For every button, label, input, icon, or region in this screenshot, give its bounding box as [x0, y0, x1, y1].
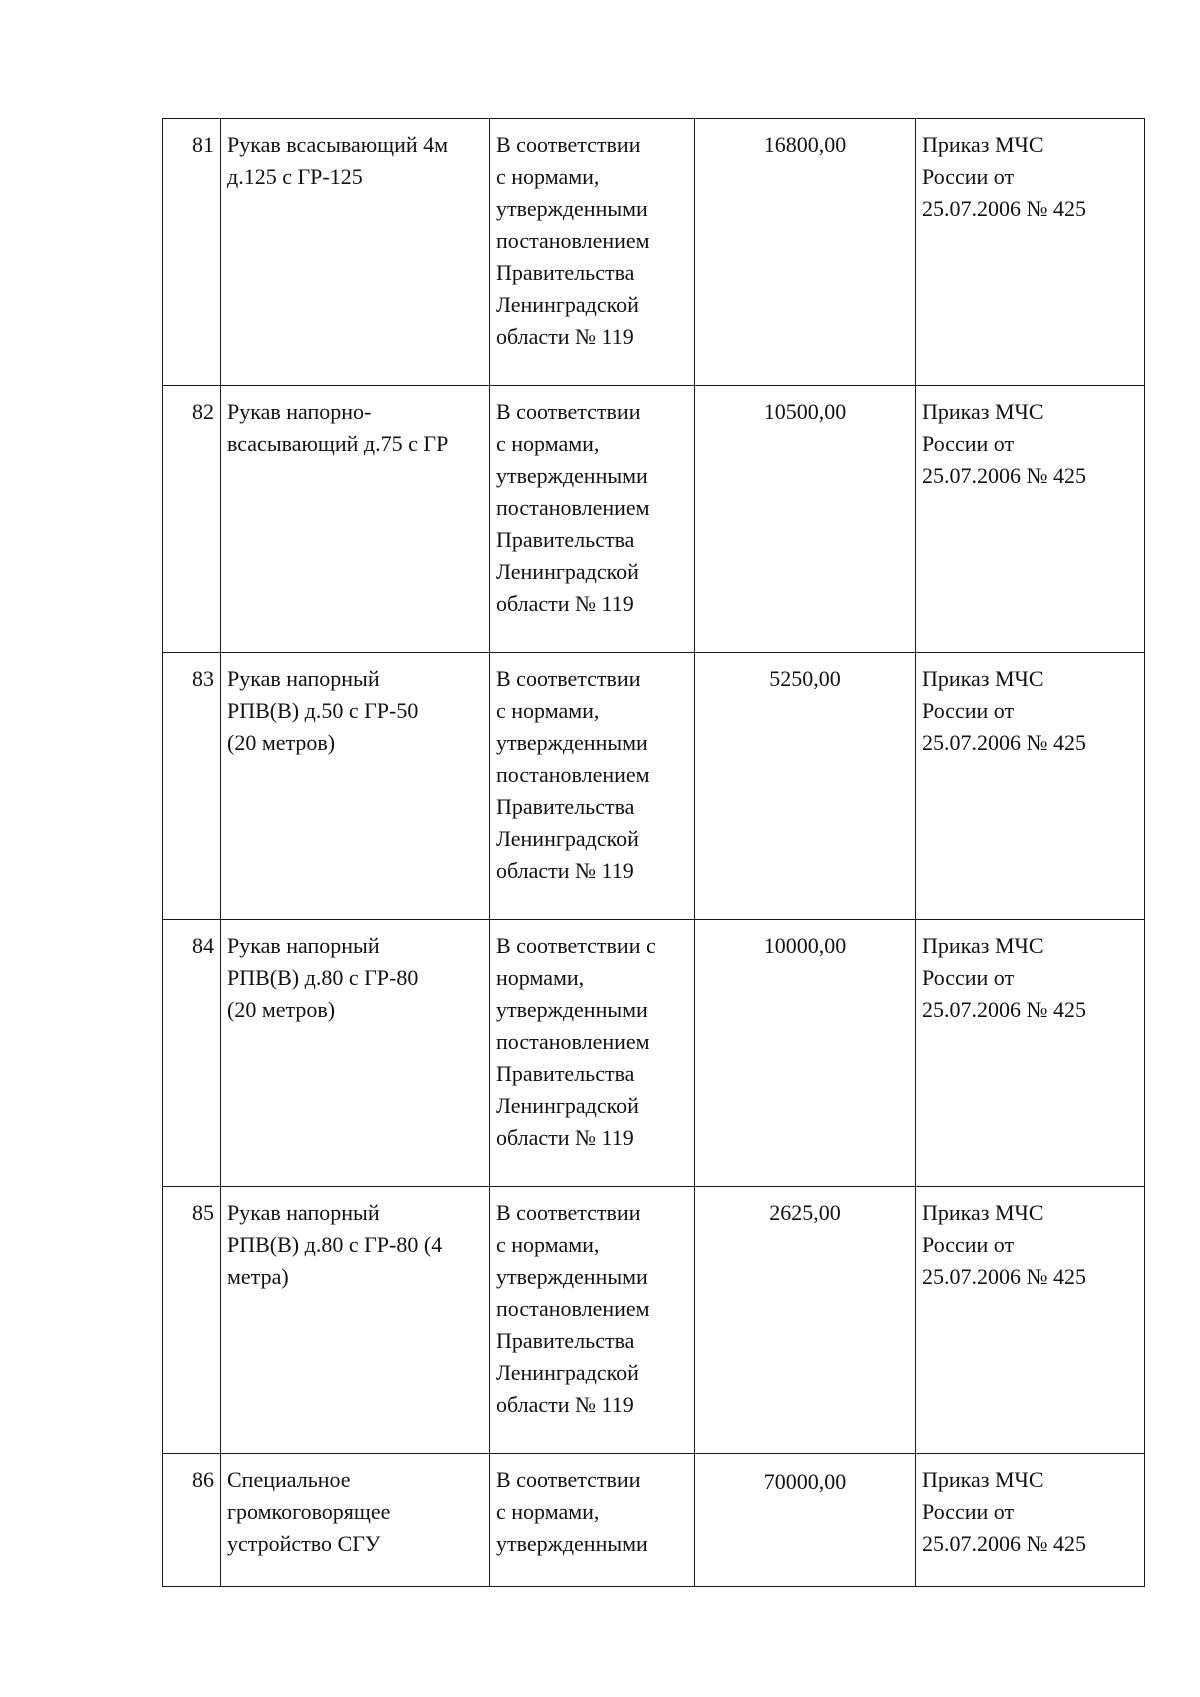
row-number: 81 [163, 119, 221, 386]
item-basis: В соответствии с нормами, утвержденными постановлением Правительства Ленинградской области № 119 [490, 119, 695, 386]
item-price: 5250,00 [695, 653, 916, 920]
item-name: Рукав напорный РПВ(В) д.80 с ГР-80 (20 метров) [221, 920, 490, 1187]
item-price: 2625,00 [695, 1187, 916, 1454]
item-name: Специальное громкоговорящее устройство СГУ [221, 1454, 490, 1587]
item-order: Приказ МЧС России от 25.07.2006 № 425 [916, 119, 1145, 386]
row-number: 83 [163, 653, 221, 920]
item-name: Рукав напорный РПВ(В) д.80 с ГР-80 (4 метра) [221, 1187, 490, 1454]
item-price: 70000,00 [695, 1454, 916, 1587]
item-basis: В соответствии с нормами, утвержденными постановлением Правительства Ленинградской области № 119 [490, 1187, 695, 1454]
table-row [163, 386, 1145, 653]
row-number: 82 [163, 386, 221, 653]
item-price: 10500,00 [695, 386, 916, 653]
item-basis: В соответствии с нормами, утвержденными постановлением Правительства Ленинградской области № 119 [490, 386, 695, 653]
price-table [162, 118, 1145, 1587]
table-row [163, 653, 1145, 920]
item-basis: В соответствии с нормами, утвержденными постановлением Правительства Ленинградской области № 119 [490, 920, 695, 1187]
item-name: Рукав напорно- всасывающий д.75 с ГР [221, 386, 490, 653]
row-number: 84 [163, 920, 221, 1187]
row-number: 86 [163, 1454, 221, 1587]
item-basis: В соответствии с нормами, утвержденными [490, 1454, 695, 1587]
item-name: Рукав напорный РПВ(В) д.50 с ГР-50 (20 метров) [221, 653, 490, 920]
item-price: 16800,00 [695, 119, 916, 386]
item-order: Приказ МЧС России от 25.07.2006 № 425 [916, 1454, 1145, 1587]
table-row [163, 119, 1145, 386]
item-price: 10000,00 [695, 920, 916, 1187]
item-order: Приказ МЧС России от 25.07.2006 № 425 [916, 1187, 1145, 1454]
table-row [163, 1187, 1145, 1454]
table-row [163, 1454, 1145, 1587]
item-basis: В соответствии с нормами, утвержденными постановлением Правительства Ленинградской области № 119 [490, 653, 695, 920]
row-number: 85 [163, 1187, 221, 1454]
item-order: Приказ МЧС России от 25.07.2006 № 425 [916, 653, 1145, 920]
item-order: Приказ МЧС России от 25.07.2006 № 425 [916, 386, 1145, 653]
item-name: Рукав всасывающий 4м д.125 с ГР-125 [221, 119, 490, 386]
table-row [163, 920, 1145, 1187]
item-order: Приказ МЧС России от 25.07.2006 № 425 [916, 920, 1145, 1187]
